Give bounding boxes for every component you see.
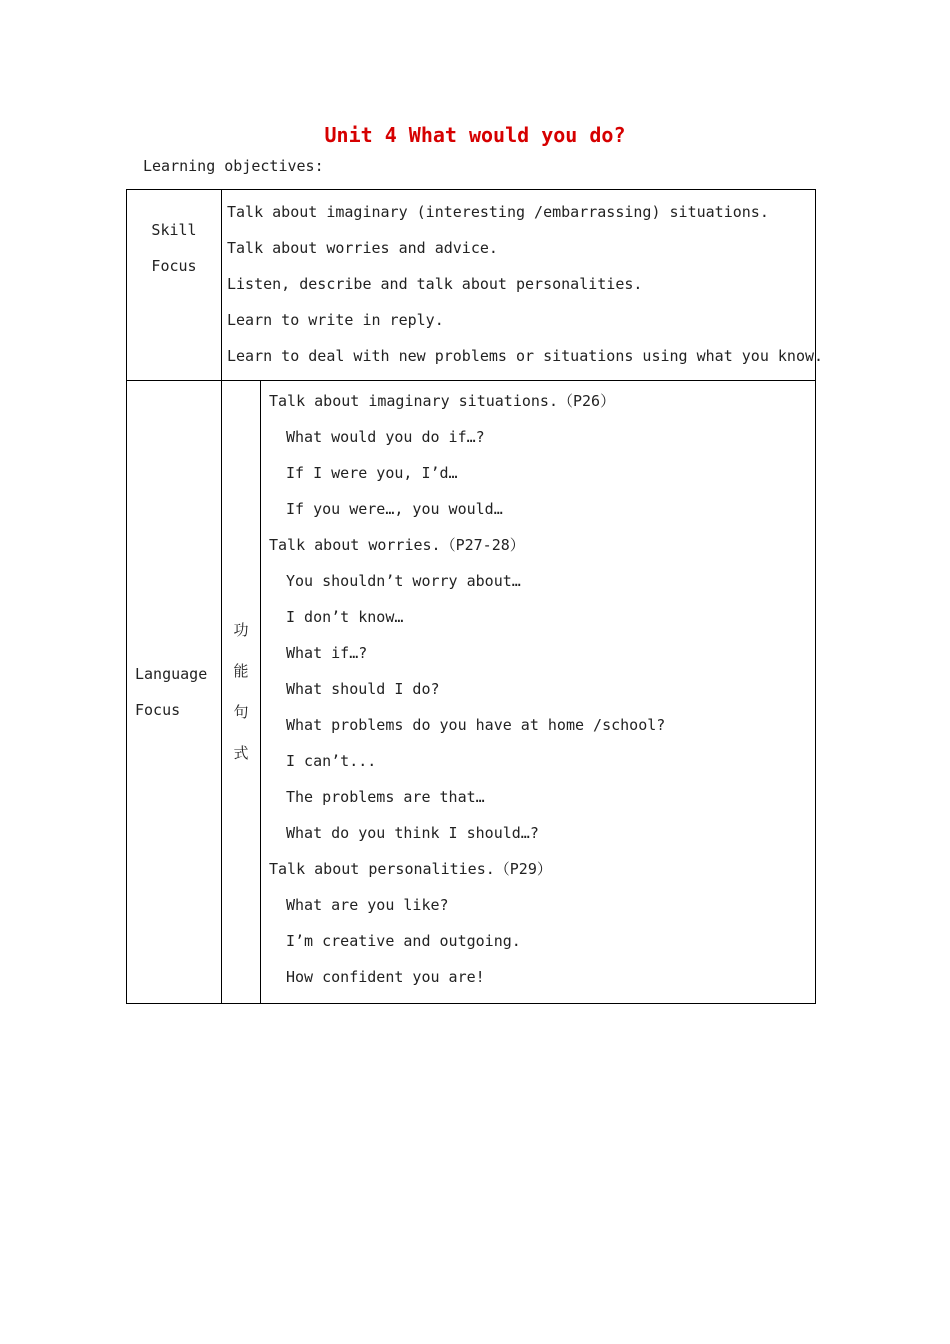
function-sentences-label xyxy=(222,381,261,1004)
sentence-line: How confident you are! xyxy=(286,968,485,986)
skill-item: Learn to deal with new problems or situations using what you know. xyxy=(227,347,824,365)
skill-item: Talk about imaginary (interesting /embarrassing) situations. xyxy=(227,203,769,221)
skill-item: Learn to write in reply. xyxy=(227,311,444,329)
sentence-line: What are you like? xyxy=(286,896,449,914)
function-char: 句 xyxy=(233,703,249,721)
function-sentences-list xyxy=(261,381,816,1004)
language-label-line-1: Language xyxy=(135,665,208,683)
sentence-line: What would you do if…? xyxy=(286,428,485,446)
sentence-line: The problems are that… xyxy=(286,788,485,806)
group-heading-personalities: Talk about personalities.（P29） xyxy=(269,860,552,878)
objectives-label: Learning objectives: xyxy=(143,157,324,175)
function-char: 式 xyxy=(233,744,249,762)
skill-label-line-1: Skill xyxy=(151,221,197,239)
group-heading-worries: Talk about worries.（P27-28） xyxy=(269,536,525,554)
skill-item: Talk about worries and advice. xyxy=(227,239,498,257)
sentence-line: What if…? xyxy=(286,644,368,662)
function-char: 能 xyxy=(233,662,249,680)
sentence-line: What do you think I should…? xyxy=(286,824,539,842)
group-heading-imaginary: Talk about imaginary situations.（P26） xyxy=(269,392,616,410)
skill-focus-label xyxy=(127,190,222,381)
skill-focus-list xyxy=(222,190,824,381)
sentence-line: You shouldn’t worry about… xyxy=(286,572,521,590)
sentence-line: What should I do? xyxy=(286,680,440,698)
skill-label-line-2: Focus xyxy=(151,257,197,275)
sentence-line: If you were…, you would… xyxy=(286,500,503,518)
sentence-line: I don’t know… xyxy=(286,608,404,626)
document-title: Unit 4 What would you do? xyxy=(324,123,626,147)
language-label-line-2: Focus xyxy=(135,701,181,719)
sentence-line: I can’t... xyxy=(286,752,377,770)
skill-item: Listen, describe and talk about personalities. xyxy=(227,275,643,293)
sentence-line: What problems do you have at home /school? xyxy=(286,716,666,734)
sentence-line: I’m creative and outgoing. xyxy=(286,932,521,950)
skill-focus-row xyxy=(127,190,816,381)
function-char: 功 xyxy=(233,621,249,639)
language-focus-label xyxy=(127,381,222,1004)
language-focus-row xyxy=(127,381,816,1004)
objectives-table xyxy=(126,189,824,1004)
sentence-line: If I were you, I’d… xyxy=(286,464,458,482)
